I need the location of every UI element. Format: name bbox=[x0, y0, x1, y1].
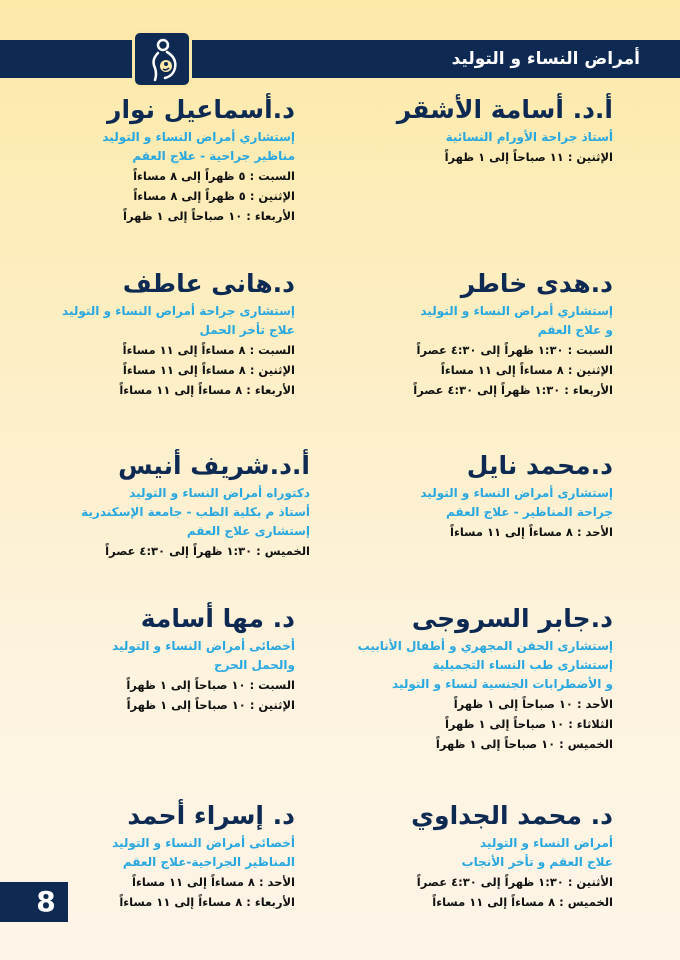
doctor-hours: الإثنين : ١٠ صباحاً إلى ١ ظهراً bbox=[126, 698, 295, 712]
doctor-card bbox=[313, 94, 613, 167]
doctor-card bbox=[0, 268, 295, 400]
doctor-name: أ.د.شريف أنيس bbox=[118, 451, 310, 480]
doctor-card bbox=[0, 603, 295, 715]
doctor-hours: الثلاثاء : ١٠ صباحاً إلى ١ ظهراً bbox=[444, 717, 613, 731]
doctor-hours: السبت : ١٠ صباحاً إلى ١ ظهراً bbox=[126, 678, 295, 692]
doctor-hours: السبت : ٥ ظهراً إلى ٨ مساءاً bbox=[133, 169, 295, 183]
doctor-card bbox=[313, 800, 613, 912]
doctor-hours: الخميس : ٨ مساءاً إلى ١١ مساءاً bbox=[432, 895, 613, 909]
doctor-name: د.هدى خاطر bbox=[460, 269, 613, 298]
doctor-specialty: المناظير الجراحية-علاج العقم bbox=[122, 855, 295, 869]
doctor-specialty: إستشارى طب النساء التجميلية bbox=[432, 658, 613, 672]
doctor-specialty: مناظير جراحية - علاج العقم bbox=[132, 149, 295, 163]
doctor-hours: الأربعاء : ٨ مساءاً إلى ١١ مساءاً bbox=[119, 383, 295, 397]
doctor-specialty: إستشارى أمراض النساء و التوليد bbox=[420, 486, 613, 500]
doctor-name: د.هانى عاطف bbox=[122, 269, 295, 298]
doctor-hours: الخميس : ١٠ صباحاً إلى ١ ظهراً bbox=[435, 737, 613, 751]
doctor-hours: الأحد : ٨ مساءاً إلى ١١ مساءاً bbox=[132, 875, 295, 889]
doctor-hours: السبت : ٨ مساءاً إلى ١١ مساءاً bbox=[122, 343, 295, 357]
doctor-hours: الأثنين : ١:٣٠ ظهراً إلى ٤:٣٠ عصراً bbox=[416, 875, 613, 889]
doctor-name: د.محمد نايل bbox=[466, 451, 613, 480]
doctor-specialty: دكتوراه أمراض النساء و التوليد bbox=[129, 486, 310, 500]
doctor-card bbox=[313, 450, 613, 542]
doctor-specialty: أستاذ جراحة الأورام النسائية bbox=[445, 130, 613, 144]
doctor-hours: الأربعاء : ٨ مساءاً إلى ١١ مساءاً bbox=[119, 895, 295, 909]
doctor-specialty: علاج العقم و تأخر الأنجاب bbox=[461, 855, 613, 869]
section-icon-box bbox=[132, 30, 192, 88]
doctor-specialty: أمراض النساء و التوليد bbox=[479, 836, 613, 850]
doctor-specialty: إستشاري أمراض النساء و التوليد bbox=[102, 130, 295, 144]
doctor-specialty: إستشارى جراحة أمراض النساء و التوليد bbox=[62, 304, 295, 318]
doctor-hours: الإثنين : ٥ ظهراً إلى ٨ مساءاً bbox=[133, 189, 295, 203]
doctor-hours: الإثنين : ٨ مساءاً إلى ١١ مساءاً bbox=[122, 363, 295, 377]
doctor-name: د.جابر السروجى bbox=[411, 604, 613, 633]
doctor-specialty: والحمل الحرج bbox=[213, 658, 295, 672]
doctor-hours: الأحد : ٨ مساءاً إلى ١١ مساءاً bbox=[450, 525, 613, 539]
doctor-hours: الإثنين : ١١ صباحاً إلى ١ ظهراً bbox=[444, 150, 613, 164]
doctor-card bbox=[313, 603, 613, 754]
doctor-specialty: أخصائى أمراض النساء و التوليد bbox=[112, 639, 295, 653]
doctor-specialty: و الأضطرابات الجنسية لنساء و التوليد bbox=[392, 677, 613, 691]
doctor-card bbox=[313, 268, 613, 400]
section-title: أمراض النساء و التوليد bbox=[451, 49, 640, 69]
doctor-card bbox=[10, 450, 310, 561]
doctor-hours: السبت : ١:٣٠ ظهراً إلى ٤:٣٠ عصراً bbox=[416, 343, 613, 357]
doctor-specialty: أستاذ م بكلية الطب - جامعة الإسكندرية bbox=[81, 505, 310, 519]
doctor-card bbox=[0, 94, 295, 226]
doctor-name: د. مها أسامة bbox=[140, 604, 295, 633]
doctor-hours: الأربعاء : ١٠ صباحاً إلى ١ ظهراً bbox=[123, 209, 295, 223]
doctor-name: د.أسماعيل نوار bbox=[107, 95, 295, 124]
doctor-hours: الإثنين : ٨ مساءاً إلى ١١ مساءاً bbox=[440, 363, 613, 377]
doctor-name: د. إسراء أحمد bbox=[127, 801, 295, 830]
doctor-hours: الأحد : ١٠ صباحاً إلى ١ ظهراً bbox=[453, 697, 613, 711]
doctor-hours: الأربعاء : ١:٣٠ ظهراً إلى ٤:٣٠ عصراً bbox=[413, 383, 613, 397]
doctor-specialty: إستشاري أمراض النساء و التوليد bbox=[420, 304, 613, 318]
doctor-specialty: أخصائى أمراض النساء و التوليد bbox=[112, 836, 295, 850]
page-number: 8 bbox=[36, 885, 56, 918]
doctor-name: أ.د. أسامة الأشقر bbox=[396, 95, 613, 124]
doctor-specialty: علاج تأخر الحمل bbox=[199, 323, 295, 337]
doctor-hours: الخميس : ١:٣٠ ظهراً إلى ٤:٣٠ عصراً bbox=[105, 544, 310, 558]
pregnancy-icon bbox=[143, 38, 183, 82]
doctor-specialty: إستشارى علاج العقم bbox=[186, 524, 310, 538]
doctor-name: د. محمد الجداوي bbox=[411, 801, 613, 830]
doctor-specialty: إستشارى الحقن المجهري و أطفال الأنابيب bbox=[357, 639, 613, 653]
doctor-specialty: جراحة المناظير - علاج العقم bbox=[446, 505, 613, 519]
doctor-specialty: و علاج العقم bbox=[537, 323, 613, 337]
